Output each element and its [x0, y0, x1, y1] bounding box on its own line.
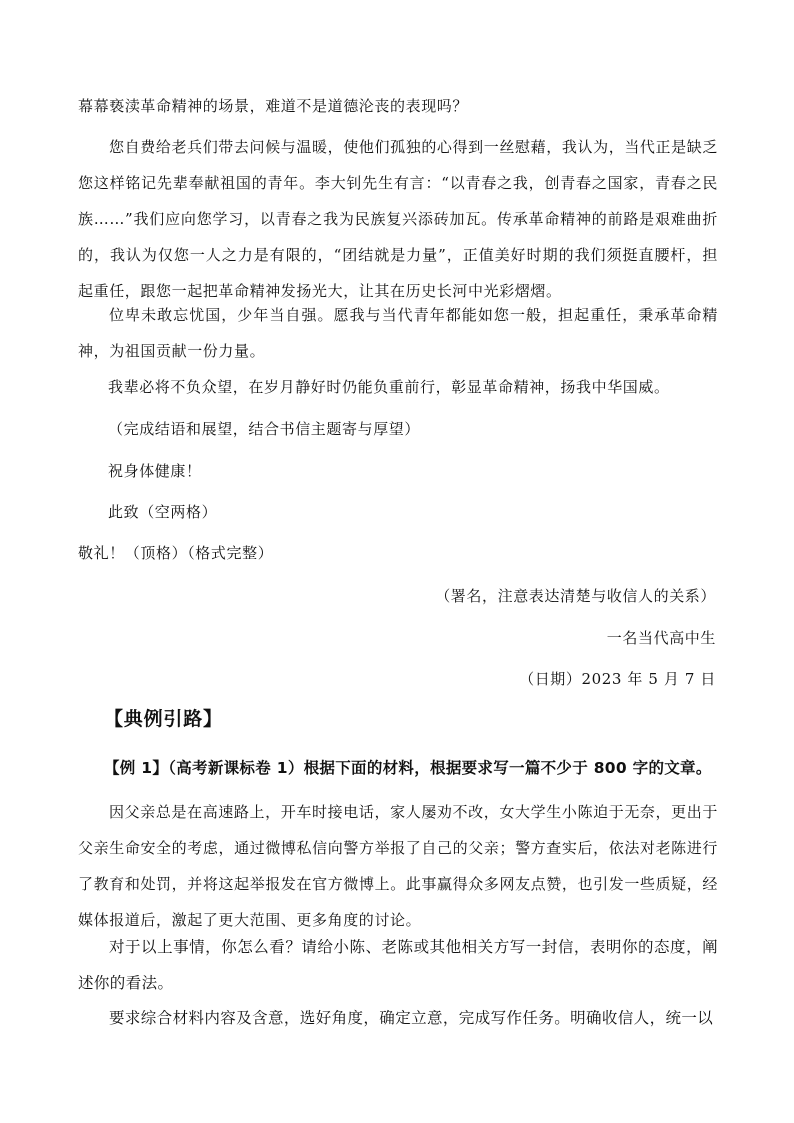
signature-note: （署名，注意表达清楚与收信人的关系）: [435, 587, 716, 605]
example-title: 【例 1】（高考新课标卷 1）根据下面的材料，根据要求写一篇不少于 800 字的文章。: [104, 759, 712, 777]
letter-line-1: 幕幕亵渎革命精神的场景，难道不是道德沦丧的表现吗？: [78, 97, 469, 115]
wish-line: 祝身体健康！: [108, 462, 202, 480]
letter-paragraph-2: 您自费给老兵们带去问候与温暖，使他们孤独的心得到一丝慰藉，我认为，当代正是缺乏您这样铭记先辈奉献祖国的青年。李大钊先生有言：“以青春之我，创青春之国家，青春之民族……”我们应向您学习，以青春之我为民族复兴添砖加瓦。传承革命精神的前路是艰难曲折的，我认为仅您一人之力是有限的，“团结就是力量”，正值美好时期的我们须挺直腰杆，担起重任，跟您一起把革命精神发扬光大，让其在历史长河中光彩熠熠。: [78, 138, 718, 300]
letter-paragraph-3: 位卑未敢忘忧国，少年当自强。愿我与当代青年都能如您一般，担起重任，秉承革命精神，为祖国贡献一份力量。: [78, 306, 718, 360]
date-line: （日期）2023 年 5 月 7 日: [519, 670, 716, 688]
section-heading: 【典例引路】: [104, 708, 223, 730]
cizhi-line: 此致（空两格）: [108, 503, 218, 521]
question-paragraph: 对于以上事情，你怎么看？请给小陈、老陈或其他相关方写一封信，表明你的态度，阐述你的看法。: [78, 938, 718, 992]
closing-note: （完成结语和展望，结合书信主题寄与厚望）: [108, 420, 421, 438]
requirement-paragraph: 要求综合材料内容及含意，选好角度，确定立意，完成写作任务。明确收信人，统一以: [109, 1009, 714, 1027]
material-paragraph: 因父亲总是在高速路上，开车时接电话，家人屡劝不改，女大学生小陈迫于无奈，更出于父亲生命安全的考虑，通过微博私信向警方举报了自己的父亲；警方查实后，依法对老陈进行了教育和处罚，并将这起举报发在官方微博上。此事赢得众多网友点赞，也引发一些质疑，经媒体报道后，激起了更大范围、更多角度的讨论。: [78, 803, 718, 929]
jingli-line: 敬礼！（顶格）（格式完整）: [78, 544, 274, 562]
letter-paragraph-4: 我辈必将不负众望，在岁月静好时仍能负重前行，彰显革命精神，扬我中华国威。: [108, 378, 670, 396]
signature: 一名当代高中生: [606, 629, 716, 647]
